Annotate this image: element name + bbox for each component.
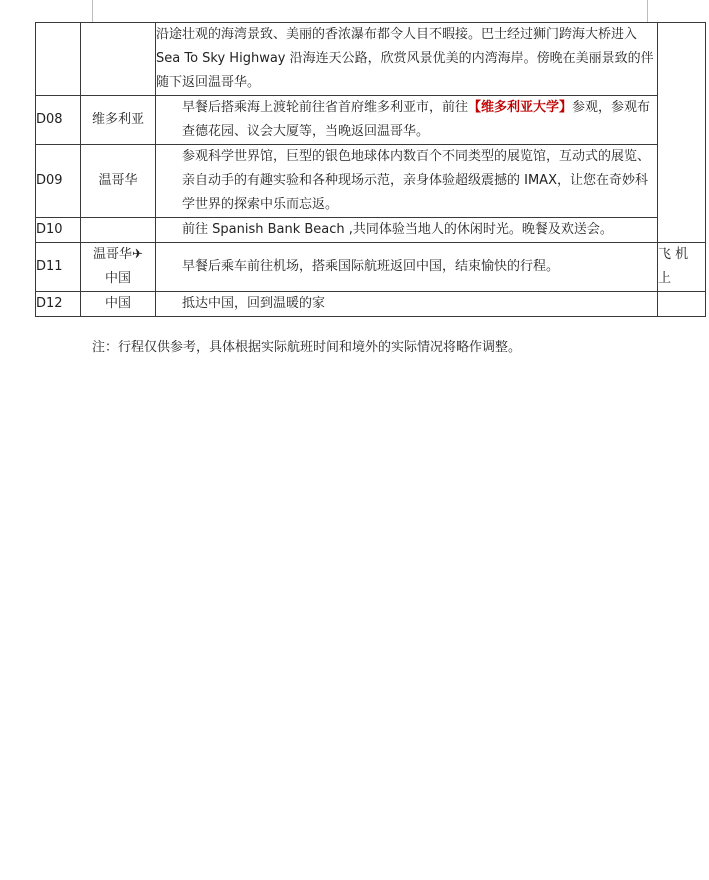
- place-cell: [81, 218, 156, 243]
- table-row-d09: [36, 145, 706, 218]
- description-text: 抵达中国，回到温暖的家: [182, 296, 326, 311]
- meal-cell: [658, 292, 706, 317]
- description-cell: [156, 243, 658, 292]
- table-row-d10: [36, 218, 706, 243]
- description-cell: [156, 292, 658, 317]
- description-text: 前往 Spanish Bank Beach ,共同体验当地人的休闲时光。晚餐及欢送会。: [182, 222, 613, 237]
- day-cell: D09: [36, 145, 81, 218]
- place-line-2: 中国: [104, 271, 131, 286]
- place-cell: 维多利亚: [81, 96, 156, 145]
- itinerary-table: [35, 22, 706, 317]
- meal-cell: 飞 机 上: [658, 243, 706, 292]
- crop-mark-left: [92, 0, 93, 22]
- description-text: 早餐后搭乘海上渡轮前往省首府维多利亚市，前往: [182, 100, 469, 115]
- table-row-d12: [36, 292, 706, 317]
- crop-mark-right: [647, 0, 648, 22]
- description-text: 参观科学世界馆，巨型的银色地球体内数百个不同类型的展览馆，互动式的展览、亲自动手的有趣实验和各种现场示范，亲身体验超级震撼的 IMAX，让您在奇妙科学世界的探索中乐而忘返。: [182, 149, 651, 212]
- place-cell: [81, 23, 156, 96]
- place-cell: 温哥华: [81, 145, 156, 218]
- day-cell: D08: [36, 96, 81, 145]
- day-cell: D11: [36, 243, 81, 292]
- footnote: 注：行程仅供参考，具体根据实际航班时间和境外的实际情况将略作调整。: [92, 340, 522, 355]
- place-line-1: 温哥华✈: [93, 247, 143, 262]
- description-text: 早餐后乘车前往机场，搭乘国际航班返回中国，结束愉快的行程。: [182, 259, 560, 274]
- day-cell: D10: [36, 218, 81, 243]
- description-cell: [156, 145, 658, 218]
- highlight-university: 【维多利亚大学】: [468, 100, 573, 115]
- table-row-d08: [36, 96, 706, 145]
- table-row-d11: [36, 243, 706, 292]
- description-cell: [156, 96, 658, 145]
- description-cell: 沿途壮观的海湾景致、美丽的香浓瀑布都令人目不暇接。巴士经过狮门跨海大桥进入 Sea To Sky Highway 沿海连天公路，欣赏风景优美的内湾海岸。傍晚在美丽景致的伴随下返回温哥华。: [156, 23, 658, 96]
- place-cell: [81, 243, 156, 292]
- description-cell: [156, 218, 658, 243]
- meal-cell-merged: [658, 23, 706, 243]
- day-cell: D12: [36, 292, 81, 317]
- place-cell: 中国: [81, 292, 156, 317]
- table-row-d07: [36, 23, 706, 96]
- description-text: 参观，参观布查德花园、议会大厦等，当晚返回温哥华。: [182, 100, 651, 139]
- day-cell: [36, 23, 81, 96]
